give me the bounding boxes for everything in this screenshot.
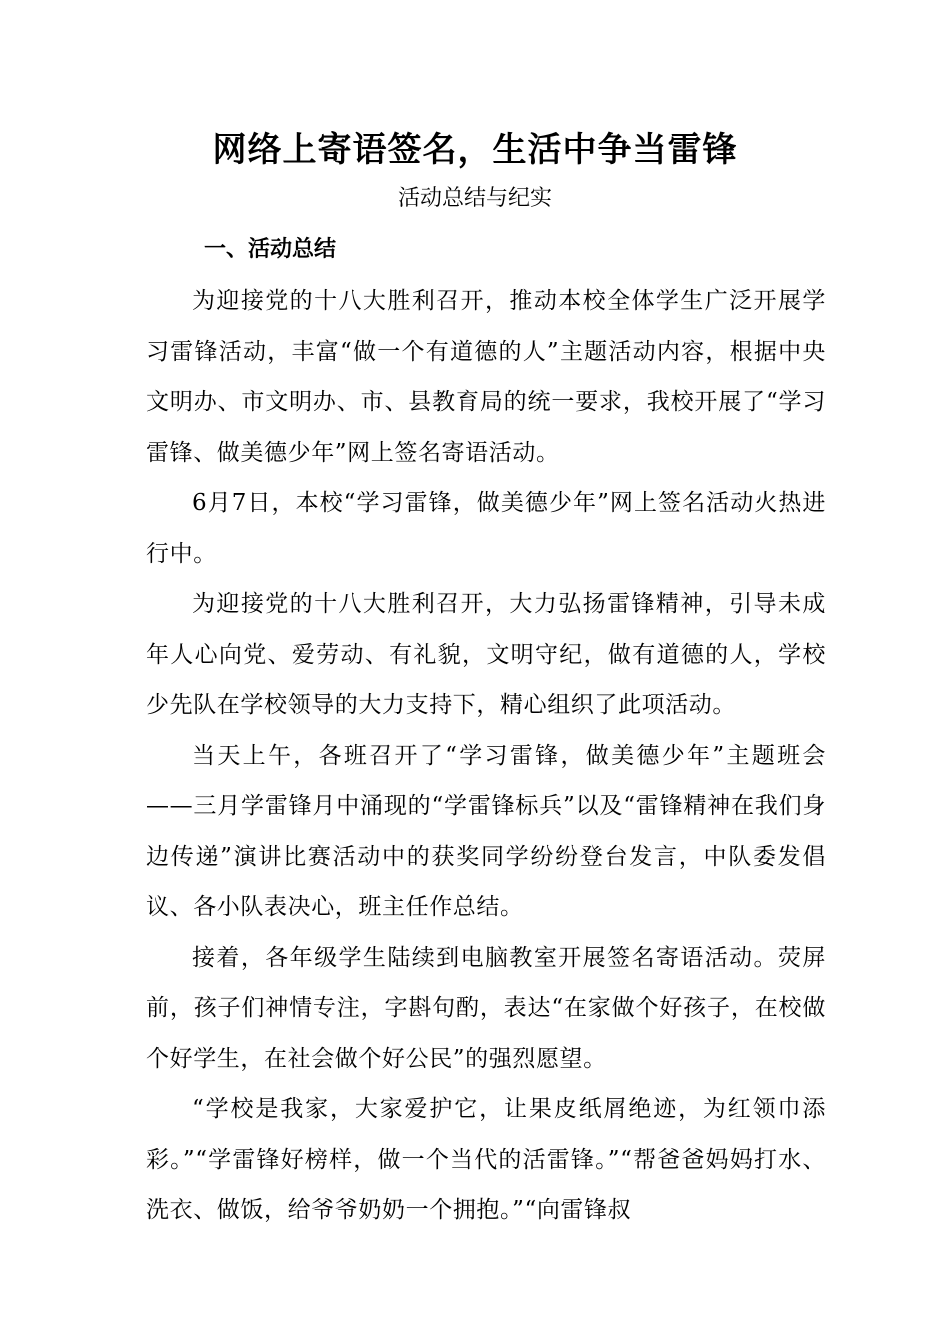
- body-paragraph-2: 6月7日，本校“学习雷锋，做美德少年”网上签名活动火热进行中。: [146, 490, 826, 567]
- body-paragraph-4: 当天上午，各班召开了“学习雷锋，做美德少年”主题班会——三月学雷锋月中涌现的“学雷锋标兵”以及“雷锋精神在我们身边传递”演讲比赛活动中的获奖同学纷纷登台发言，中队委发倡议、各小队表决心，班主任作总结。: [146, 742, 826, 920]
- body-paragraph-5: 接着，各年级学生陆续到电脑教室开展签名寄语活动。荧屏前，孩子们神情专注，字斟句酌，表达“在家做个好孩子，在校做个好学生，在社会做个好公民”的强烈愿望。: [146, 944, 826, 1072]
- section-heading: 一、活动总结: [204, 237, 337, 262]
- document-body: [146, 276, 826, 1236]
- document-title: 网络上寄语签名，生活中争当雷锋: [212, 130, 738, 170]
- body-paragraph-3: 为迎接党的十八大胜利召开，大力弘扬雷锋精神，引导未成年人心向党、爱劳动、有礼貌，文明守纪，做有道德的人，学校少先队在学校领导的大力支持下，精心组织了此项活动。: [146, 591, 826, 718]
- body-paragraph-1: 为迎接党的十八大胜利召开，推动本校全体学生广泛开展学习雷锋活动，丰富“做一个有道德的人”主题活动内容，根据中央文明办、市文明办、市、县教育局的统一要求，我校开展了“学习雷锋、做美德少年”网上签名寄语活动。: [146, 288, 826, 466]
- document-subtitle: 活动总结与纪实: [397, 186, 552, 211]
- body-paragraph-6: “学校是我家，大家爱护它，让果皮纸屑绝迹，为红领巾添彩。”“学雷锋好榜样，做一个当代的活雷锋。”“帮爸爸妈妈打水、洗衣、做饭，给爷爷奶奶一个拥抱。”“向雷锋叔: [146, 1096, 826, 1223]
